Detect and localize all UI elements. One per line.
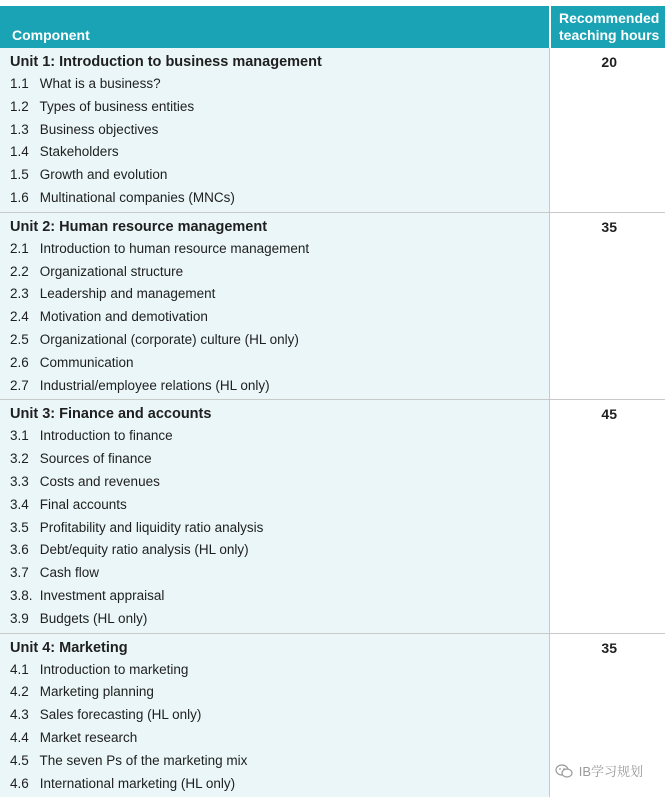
topic-number: 2.5 bbox=[10, 331, 29, 347]
unit-hours-cell bbox=[549, 400, 665, 632]
topic-text: Introduction to human resource management bbox=[39, 240, 310, 256]
topic-number: 1.4 bbox=[10, 144, 29, 160]
hours-header-line1: Recommended bbox=[559, 10, 660, 26]
topic-number: 3.2 bbox=[10, 451, 29, 467]
topic-text: Organizational (corporate) culture (HL only) bbox=[39, 331, 299, 347]
topic-number: 2.7 bbox=[10, 377, 29, 393]
topic-text: Market research bbox=[39, 729, 138, 745]
topic-number: 1.3 bbox=[10, 121, 29, 137]
topic-item bbox=[10, 119, 549, 142]
unit-hours: 35 bbox=[601, 218, 617, 235]
topic-item bbox=[10, 517, 549, 540]
topic-text: Sales forecasting (HL only) bbox=[39, 707, 202, 723]
topic-number: 2.6 bbox=[10, 354, 29, 370]
topic-item bbox=[10, 585, 549, 608]
topic-item bbox=[10, 425, 549, 448]
topic-text: Types of business entities bbox=[39, 98, 195, 114]
topic-text: Leadership and management bbox=[39, 286, 216, 302]
topic-number: 4.2 bbox=[10, 684, 29, 700]
topic-item bbox=[10, 283, 549, 306]
table-header bbox=[0, 6, 665, 48]
topic-item bbox=[10, 448, 549, 471]
topic-text: Profitability and liquidity ratio analysis bbox=[39, 519, 264, 535]
topic-text: Motivation and demotivation bbox=[39, 309, 208, 325]
topic-number: 2.1 bbox=[10, 240, 29, 256]
topic-text: Introduction to finance bbox=[39, 428, 173, 444]
topic-item bbox=[10, 306, 549, 329]
unit-row bbox=[0, 212, 665, 400]
topic-item bbox=[10, 773, 549, 796]
topic-number: 3.3 bbox=[10, 473, 29, 489]
topic-number: 2.3 bbox=[10, 286, 29, 302]
topic-text: Sources of finance bbox=[39, 451, 152, 467]
topic-number: 4.4 bbox=[10, 729, 29, 745]
topic-item bbox=[10, 238, 549, 261]
unit-title: Unit 2: Human resource management bbox=[10, 218, 268, 235]
topic-text: Debt/equity ratio analysis (HL only) bbox=[39, 542, 249, 558]
unit-hours-cell bbox=[549, 213, 665, 400]
topic-item bbox=[10, 375, 549, 398]
topic-item bbox=[10, 329, 549, 352]
watermark-text: IB学习规划 bbox=[578, 764, 643, 779]
unit-topics-cell bbox=[0, 634, 549, 798]
hours-header bbox=[549, 6, 665, 48]
topic-item bbox=[10, 562, 549, 585]
topic-number: 1.2 bbox=[10, 98, 29, 114]
topic-text: Budgets (HL only) bbox=[39, 610, 148, 626]
topic-item bbox=[10, 494, 549, 517]
topic-number: 4.1 bbox=[10, 661, 29, 677]
topic-text: Business objectives bbox=[39, 121, 159, 137]
topic-text: International marketing (HL only) bbox=[39, 775, 236, 791]
topic-text: Investment appraisal bbox=[39, 587, 165, 603]
topic-item bbox=[10, 96, 549, 119]
topic-text: Stakeholders bbox=[39, 144, 119, 160]
unit-row bbox=[0, 48, 665, 212]
topic-text: What is a business? bbox=[39, 76, 161, 91]
topic-number: 3.8. bbox=[10, 587, 33, 603]
topic-text: Organizational structure bbox=[39, 263, 184, 279]
unit-hours: 45 bbox=[601, 406, 617, 423]
unit-hours-cell bbox=[549, 48, 665, 212]
topic-number: 3.7 bbox=[10, 565, 29, 581]
topic-text: Cash flow bbox=[39, 565, 100, 581]
unit-topics-cell bbox=[0, 48, 549, 212]
topic-number: 3.1 bbox=[10, 428, 29, 444]
topic-item bbox=[10, 164, 549, 187]
unit-topics-cell bbox=[0, 213, 549, 400]
topic-number: 3.6 bbox=[10, 542, 29, 558]
unit-title: Unit 3: Finance and accounts bbox=[10, 406, 212, 423]
topic-item bbox=[10, 704, 549, 727]
topic-text: Final accounts bbox=[39, 496, 127, 512]
watermark bbox=[555, 761, 643, 780]
unit-topics-cell bbox=[0, 400, 549, 632]
topic-item bbox=[10, 681, 549, 704]
wechat-icon bbox=[555, 764, 573, 778]
topic-number: 2.4 bbox=[10, 309, 29, 325]
topic-item bbox=[10, 539, 549, 562]
unit-title: Unit 1: Introduction to business management bbox=[10, 54, 322, 70]
topic-item bbox=[10, 141, 549, 164]
topic-number: 4.5 bbox=[10, 752, 29, 768]
topic-number: 4.6 bbox=[10, 775, 29, 791]
topic-number: 3.9 bbox=[10, 610, 29, 626]
units-body bbox=[0, 48, 665, 797]
topic-item bbox=[10, 73, 549, 96]
topic-item bbox=[10, 727, 549, 750]
topic-text: Introduction to marketing bbox=[39, 661, 189, 677]
syllabus-table bbox=[0, 6, 665, 797]
topic-number: 1.6 bbox=[10, 189, 29, 205]
unit-hours: 20 bbox=[601, 54, 617, 70]
topic-text: The seven Ps of the marketing mix bbox=[39, 752, 248, 768]
unit-hours: 35 bbox=[601, 639, 617, 656]
topic-number: 3.5 bbox=[10, 519, 29, 535]
component-header: Component bbox=[0, 6, 549, 48]
topic-item bbox=[10, 352, 549, 375]
topic-number: 4.3 bbox=[10, 707, 29, 723]
topic-item bbox=[10, 471, 549, 494]
topic-item bbox=[10, 608, 549, 631]
topic-item bbox=[10, 187, 549, 210]
topic-number: 1.1 bbox=[10, 76, 29, 91]
topic-number: 2.2 bbox=[10, 263, 29, 279]
topic-number: 1.5 bbox=[10, 167, 29, 183]
topic-text: Marketing planning bbox=[39, 684, 154, 700]
topic-item bbox=[10, 750, 549, 773]
topic-text: Communication bbox=[39, 354, 134, 370]
topic-text: Growth and evolution bbox=[39, 167, 168, 183]
unit-title: Unit 4: Marketing bbox=[10, 639, 128, 656]
topic-number: 3.4 bbox=[10, 496, 29, 512]
topic-item bbox=[10, 659, 549, 682]
topic-text: Industrial/employee relations (HL only) bbox=[39, 377, 270, 393]
hours-header-line2: teaching hours bbox=[559, 27, 660, 43]
topic-text: Multinational companies (MNCs) bbox=[39, 189, 235, 205]
topic-item bbox=[10, 261, 549, 284]
topic-text: Costs and revenues bbox=[39, 473, 160, 489]
unit-row bbox=[0, 399, 665, 632]
